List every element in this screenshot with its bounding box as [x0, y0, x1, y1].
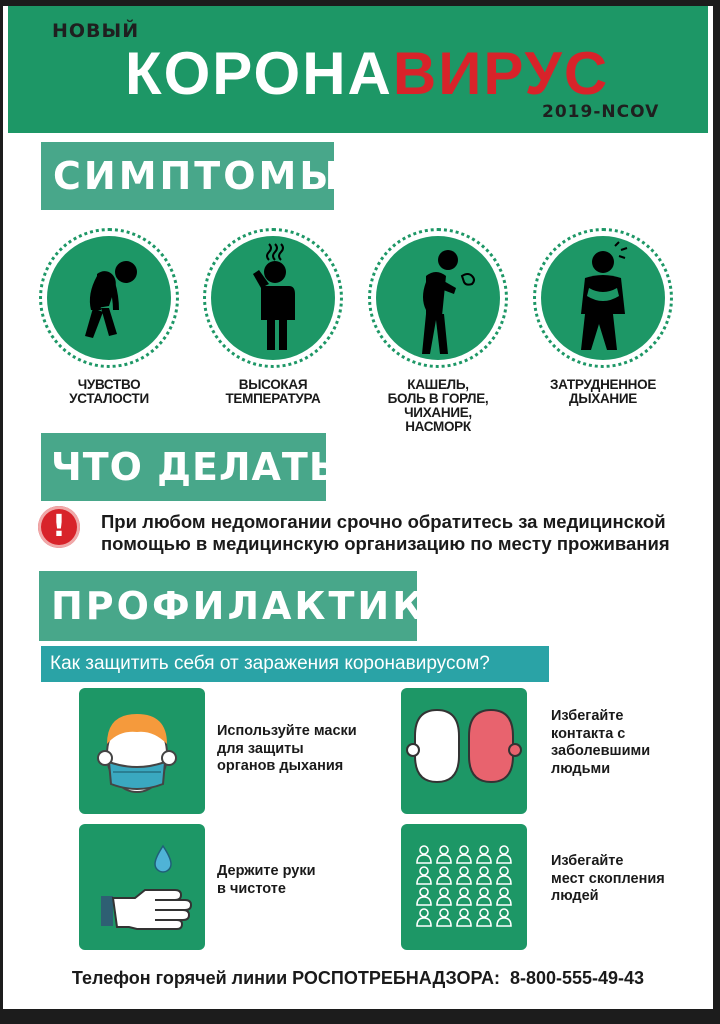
crowd-person-icon	[457, 909, 471, 926]
hotline-label: Телефон горячей линии РОСПОТРЕБНАДЗОРА:	[71, 968, 500, 988]
virus-code: 2019-NCOV	[542, 102, 660, 122]
poster-title	[125, 39, 609, 109]
symptom-caption: ЧУВСТВО УСТАЛОСТИ	[69, 377, 149, 406]
tip-avoid-crowds: Избегайте мест скопления людей	[551, 853, 665, 904]
crowd-person-icon	[497, 888, 511, 905]
fever-person-icon	[211, 236, 335, 360]
prevention-heading: ПРОФИЛАКТИКА	[39, 571, 417, 641]
hand-washing-icon	[79, 824, 205, 950]
crowd-person-icon	[477, 867, 491, 884]
crowd-person-icon	[417, 867, 431, 884]
symptom-caption: ЗАТРУДНЕННОЕ ДЫХАНИЕ	[549, 377, 657, 406]
symptom-caption: КАШЕЛЬ, БОЛЬ В ГОРЛЕ, ЧИХАНИЕ, НАСМОРК	[387, 377, 489, 434]
crowd-person-icon	[417, 888, 431, 905]
symptom-fever	[203, 228, 343, 438]
crowd-person-icon	[457, 888, 471, 905]
symptom-breathing	[533, 228, 673, 438]
crowd-person-icon	[437, 909, 451, 926]
tired-person-icon	[47, 236, 171, 360]
face-mask-icon	[79, 688, 205, 814]
crowd-person-icon	[477, 888, 491, 905]
crowd-person-icon	[477, 846, 491, 863]
alert-icon: !	[38, 506, 80, 548]
hotline	[3, 968, 713, 989]
symptom-caption: ВЫСОКАЯ ТЕМПЕРАТУРА	[225, 377, 321, 406]
hotline-number[interactable]: 8-800-555-49-43	[509, 968, 645, 988]
alert-text: При любом недомогании срочно обратитесь за медицинской помощью в медицинскую организацию по месту проживания	[101, 511, 670, 554]
avoid-contact-icon	[401, 688, 527, 814]
crowd-icon	[401, 824, 527, 950]
title-corona: КОРОНА	[125, 40, 393, 107]
coughing-person-icon	[376, 236, 500, 360]
todo-heading: ЧТО ДЕЛАТЬ	[41, 433, 326, 501]
new-label: НОВЫЙ	[52, 20, 140, 42]
crowd-person-icon	[497, 867, 511, 884]
symptom-fatigue	[39, 228, 179, 438]
poster	[3, 6, 713, 1009]
breathing-difficulty-icon	[541, 236, 665, 360]
crowd-person-icon	[457, 867, 471, 884]
symptoms-heading: СИМПТОМЫ	[41, 142, 334, 210]
crowd-person-icon	[437, 846, 451, 863]
title-virus: ВИРУС	[392, 40, 610, 107]
crowd-person-icon	[457, 846, 471, 863]
tip-avoid-contact: Избегайте контакта с заболевшими людьми	[551, 708, 651, 777]
crowd-person-icon	[477, 909, 491, 926]
tip-masks: Используйте маски для защиты органов дыхания	[217, 723, 357, 774]
crowd-person-icon	[497, 846, 511, 863]
crowd-person-icon	[417, 846, 431, 863]
symptom-cough	[368, 228, 508, 438]
top-banner	[8, 6, 708, 133]
crowd-person-icon	[437, 867, 451, 884]
prevention-question: Как защитить себя от заражения коронавирусом?	[41, 646, 549, 682]
tip-clean-hands: Держите руки в чистоте	[217, 863, 316, 897]
crowd-person-icon	[497, 909, 511, 926]
crowd-person-icon	[417, 909, 431, 926]
crowd-person-icon	[437, 888, 451, 905]
